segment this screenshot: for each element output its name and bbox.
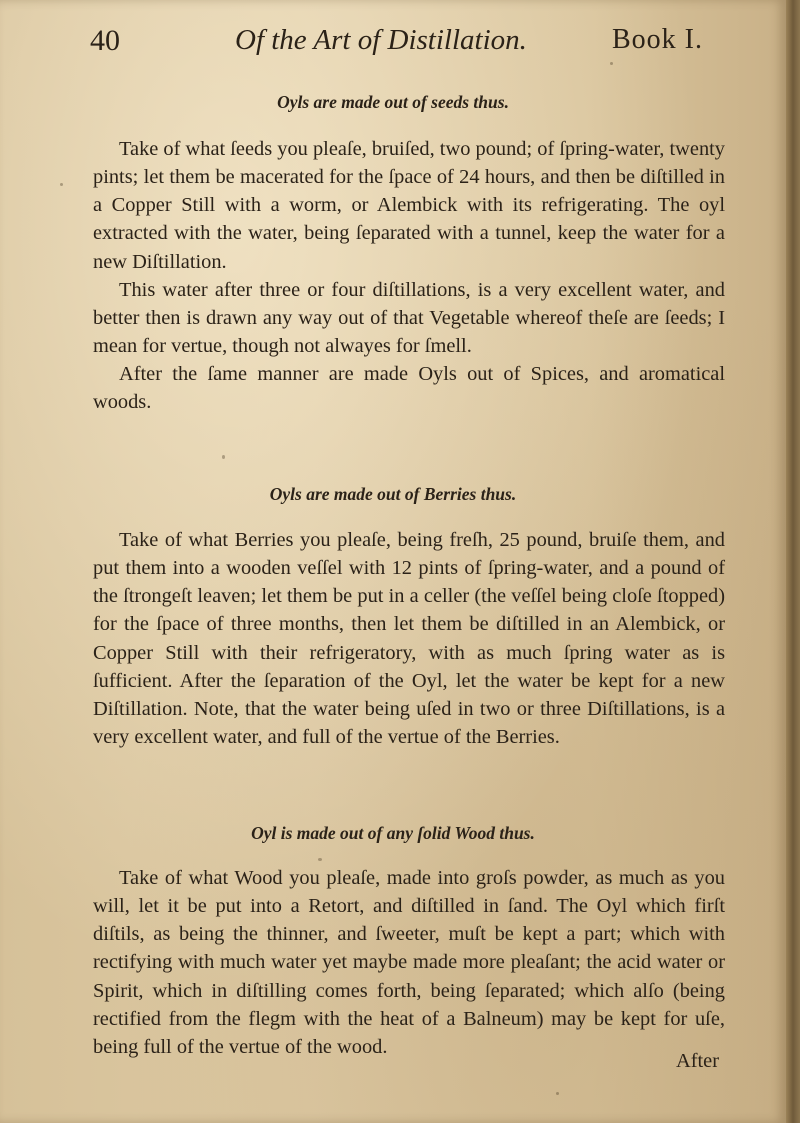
book-label: Book I. (612, 24, 703, 55)
paragraph: Take of what Wood you pleaſe, made into groſs powder, as much as you will, let it be put into a Retort, and diſtilled in ſand. The Oyl which firſt diſtils, as being the thinner, and ſweeter, muſt be kept a part; which with rectifying with much water yet maybe made more pleaſant; the acid water or Spirit, which in diſtilling comes forth, being ſeparated; which alſo (being rectified from the flegm with the heat of a Balneum) may be kept for uſe, being full of the vertue of the wood. (93, 867, 725, 1058)
paragraph: Take of what Berries you pleaſe, being freſh, 25 pound, bruiſe them, and put them into a wooden veſſel with 12 pints of ſpring-water, and a pound of the ſtrongeſt leaven; let them be put in a celler (the veſſel being cloſe ſtopped) for the ſpace of three months, then let them be diſtilled in an Alembick, or Copper Still with their refrigeratory, with as much ſpring water as is ſufficient. After the ſeparation of the Oyl, let the water be kept for a new Diſtillation. Note, that the water being uſed in two or three Diſtillations, is a very excellent water, and full of the vertue of the Berries. (93, 529, 725, 749)
paper-speck (318, 858, 322, 861)
section-body-wood (93, 864, 725, 1061)
paper-speck (60, 183, 63, 186)
section-body-berries (93, 526, 725, 751)
section-heading-wood: Oyl is made out of any ſolid Wood thus. (251, 823, 535, 843)
paragraph: After the ſame manner are made Oyls out of Spices, and aromatical woods. (93, 363, 725, 414)
running-title: Of the Art of Distillation. (235, 24, 527, 56)
page-edge (786, 0, 800, 1123)
section-heading-seeds: Oyls are made out of seeds thus. (277, 92, 509, 112)
running-head (0, 16, 786, 62)
catchword: After (676, 1050, 720, 1072)
page-number: 40 (90, 24, 120, 57)
paper-speck (556, 1092, 559, 1095)
paragraph: This water after three or four diſtillations, is a very excellent water, and better then is drawn any way out of that Vegetable whereof theſe are ſeeds; I mean for vertue, though not alwayes for ſmell. (93, 278, 725, 358)
section-heading-berries: Oyls are made out of Berries thus. (269, 484, 517, 504)
paper-speck (610, 62, 613, 65)
section-body-seeds (93, 135, 725, 417)
paper-speck (222, 455, 225, 459)
paragraph: Take of what ſeeds you pleaſe, bruiſed, two pound; of ſpring-water, twenty pints; let them be macerated for the ſpace of 24 hours, and then be diſtilled in a Copper Still with a worm, or Alembick with its refrigerating. The oyl extracted with the water, being ſeparated with a tunnel, keep the water for a new Diſtillation. (93, 138, 725, 273)
